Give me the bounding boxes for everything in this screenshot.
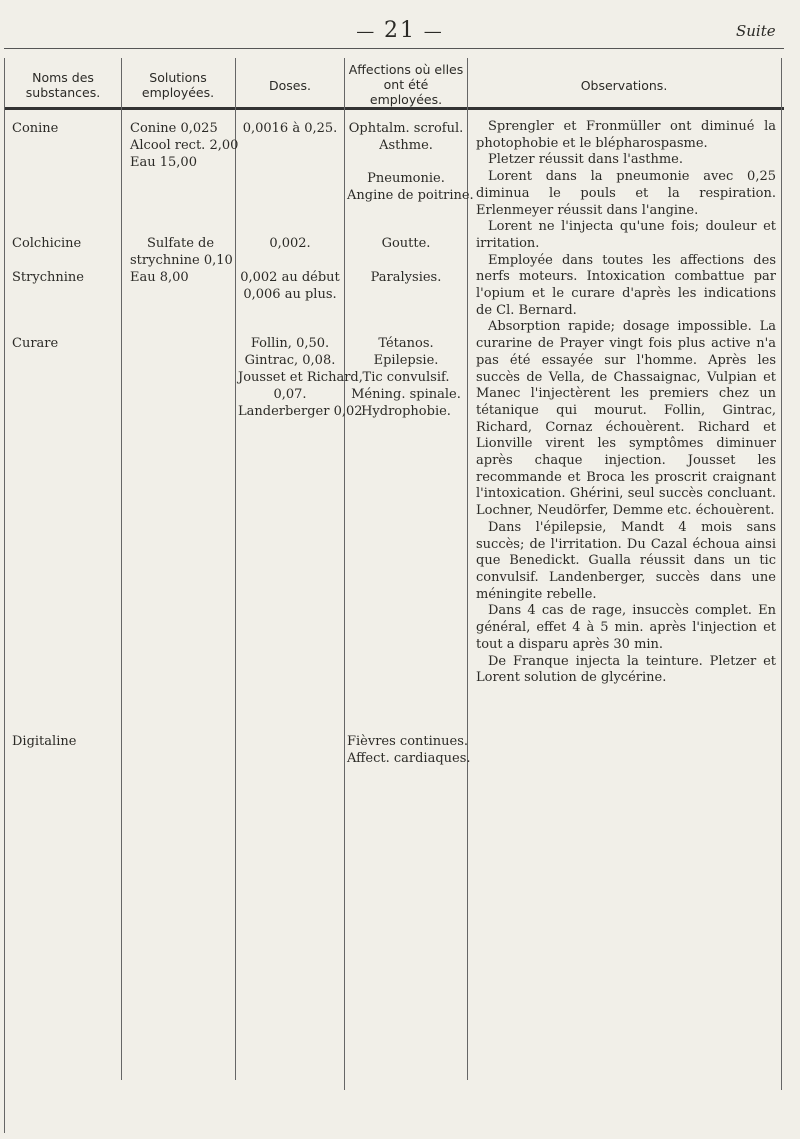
- observation-paragraph: Lorent dans la pneumonie avec 0,25 diminua le pouls et la respiration. Erlenmeyer réussit dans l'angine.: [476, 169, 776, 218]
- solution-text: Conine 0,025: [130, 121, 218, 136]
- affection-text: Epilepsie.: [373, 353, 439, 368]
- solution-text: strychnine 0,10: [130, 253, 233, 268]
- dose-text: Jousset et Richard,: [238, 370, 363, 385]
- affection-text: Méning. spinale.: [351, 387, 461, 402]
- solution-text: Sulfate de: [147, 236, 215, 251]
- affection-text: Tétanos.: [378, 336, 434, 351]
- observation-paragraph: Pletzer réussit dans l'asthme.: [488, 152, 683, 168]
- dose-text: 0,0016 à 0,25.: [242, 121, 338, 136]
- substance-name: Digitaline: [12, 734, 77, 749]
- column-divider: [467, 58, 468, 1080]
- column-header: Solutions employées.: [141, 70, 215, 100]
- solution-text: Eau 8,00: [130, 270, 189, 285]
- column-header: Observations.: [580, 78, 668, 93]
- observation-paragraph: Lorent ne l'injecta qu'une fois; douleur et irritation.: [476, 219, 776, 251]
- observation-paragraph: De Franque injecta la teinture. Pletzer et Lorent solution de glycérine.: [476, 653, 776, 686]
- table-top-rule: [4, 48, 784, 49]
- dose-text: 0,002 au début: [240, 270, 340, 285]
- dose-text: Follin, 0,50.: [250, 336, 330, 351]
- affection-text: Hydrophobie.: [361, 404, 451, 419]
- affection-text: Paralysies.: [370, 270, 442, 285]
- substance-name: Strychnine: [12, 270, 84, 285]
- suite-label: Suite: [736, 22, 776, 40]
- observations-column: [476, 119, 776, 687]
- dose-text: Gintrac, 0,08.: [244, 353, 336, 368]
- dose-text: 0,002.: [269, 236, 311, 251]
- column-divider: [235, 58, 236, 1080]
- column-header: Noms des substances.: [25, 70, 101, 100]
- observation-paragraph: Employée dans toutes les affections des nerfs moteurs. Intoxication combattue par l'opium et le curare d'après les indications de Cl. Bernard.: [476, 252, 776, 318]
- solution-text: Eau 15,00: [130, 155, 197, 170]
- substance-name: Conine: [12, 121, 59, 136]
- column-divider: [4, 58, 5, 1133]
- column-divider: [344, 58, 345, 1090]
- observation-paragraph: Dans 4 cas de rage, insuccès complet. En général, effet 4 à 5 min. après l'injection et tout a disparu après 30 min.: [476, 603, 776, 652]
- affection-text: Angine de poitrine.: [347, 188, 474, 203]
- affection-text: Goutte.: [381, 236, 431, 251]
- affection-text: Asthme.: [379, 138, 433, 153]
- column-divider: [781, 58, 782, 1090]
- column-header: Doses.: [269, 78, 311, 93]
- affection-text: Ophtalm. scroful.: [348, 121, 464, 136]
- observation-paragraph: Dans l'épilepsie, Mandt 4 mois sans succès; de l'irritation. Du Cazal échoua ainsi que Benedickt. Gualla réussit dans un tic convulsif. Landenberger, succès dans une méningite rebelle.: [476, 519, 776, 602]
- substance-name: Colchicine: [12, 236, 82, 251]
- observation-paragraph: Sprengler et Fronmüller ont diminué la photophobie et le blépharospasme.: [476, 119, 776, 151]
- column-header: Affections où elles ont été employées.: [348, 62, 464, 107]
- dose-text: Landerberger 0,02: [238, 404, 363, 419]
- affection-text: Affect. cardiaques.: [347, 751, 471, 766]
- dose-text: 0,07.: [273, 387, 307, 402]
- page-number: — 21 —: [356, 18, 444, 43]
- affection-text: Pneumonie.: [367, 171, 445, 186]
- dose-text: 0,006 au plus.: [243, 287, 337, 302]
- observation-paragraph: Absorption rapide; dosage impossible. La curarine de Prayer vingt fois plus active n'a pas été essayée sur l'homme. Après les succès de Vella, de Chassaignac, Vulpian et Manec l'injectèrent les premiers chez un tétanique qui mourut. Follin, Gintrac, Richard, Cornaz échouèrent. Richard et Lionville virent les symptômes diminuer après chaque injection. Jousset les recommande et Broca les proscrit craignant l'intoxication. Ghérini, seul succès concluant. Lochner, Neudörfer, Demme etc. échouèrent.: [476, 319, 776, 519]
- solution-text: Alcool rect. 2,00: [130, 138, 239, 153]
- substance-name: Curare: [12, 336, 59, 351]
- affection-text: Fièvres continues.: [347, 734, 469, 749]
- affection-text: Tic convulsif.: [362, 370, 450, 385]
- column-divider: [121, 58, 122, 1080]
